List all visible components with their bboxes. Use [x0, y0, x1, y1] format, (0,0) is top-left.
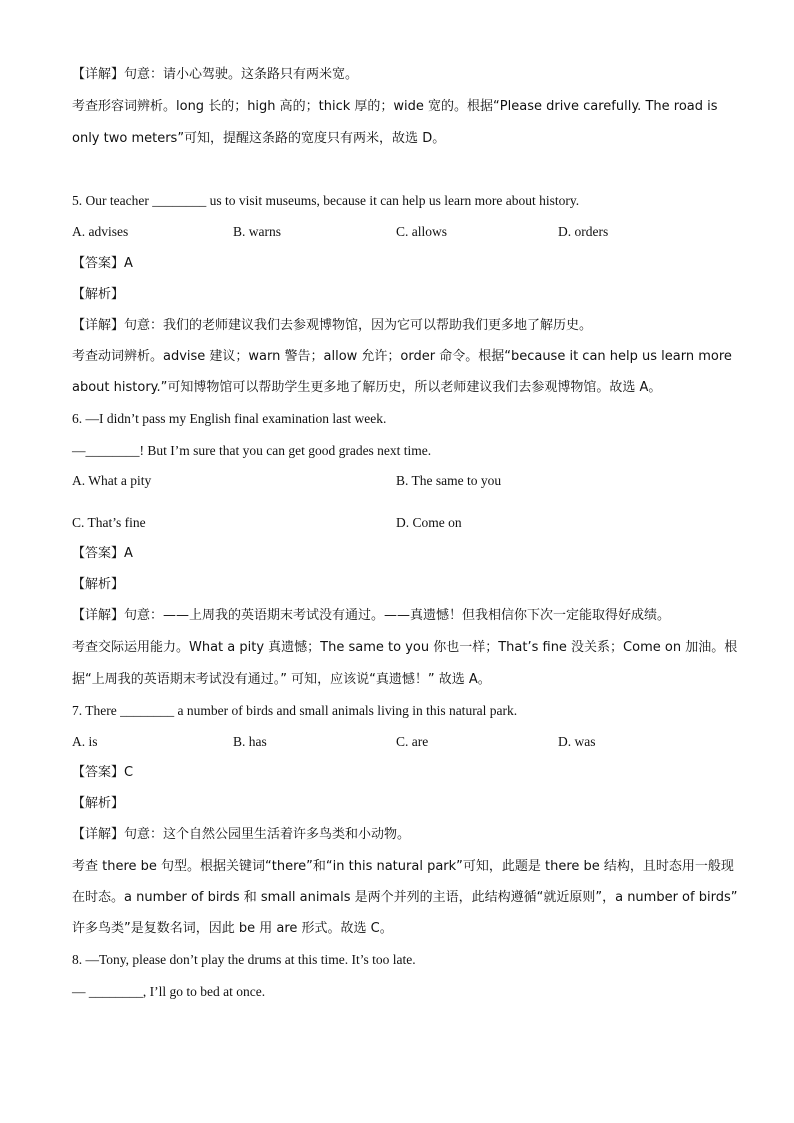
q4-detail: 【详解】句意：请小心驾驶。这条路只有两米宽。 — [72, 67, 359, 82]
q6-detail: 【详解】句意：——上周我的英语期末考试没有通过。——真遗憾！但我相信你下次一定能取得好成绩。 — [72, 608, 671, 623]
q6-option-c: C. That’s fine — [72, 515, 146, 530]
q7-detail: 【详解】句意：这个自然公园里生活着许多鸟类和小动物。 — [72, 827, 411, 842]
q5-option-c: C. allows — [396, 224, 448, 239]
q4-analysis-line-2: only two meters”可知，提醒这条路的宽度只有两米，故选 D。 — [72, 131, 446, 146]
q7-answer: 【答案】C — [72, 765, 134, 780]
q8-stem-line-2: — ________, I’ll go to bed at once. — [72, 984, 266, 999]
q5-answer: 【答案】A — [72, 256, 133, 271]
q6-analysis-line-2: 据“上周我的英语期末考试没有通过。” 可知，应该说“真遗憾！” 故选 A。 — [72, 672, 491, 687]
q5-option-a: A. advises — [72, 224, 129, 239]
q4-analysis-line-1: 考查形容词辨析。long 长的；high 高的；thick 厚的；wide 宽的。根据“Please drive carefully. The road is — [72, 99, 718, 114]
q7-option-a: A. is — [72, 734, 98, 749]
q7-analysis-line-3: 许多鸟类”是复数名词，因此 be 用 are 形式。故选 C。 — [72, 921, 393, 936]
q5-stem: 5. Our teacher ________ us to visit museums, because it can help us learn more about history. — [72, 193, 580, 208]
q6-analysis-line-1: 考查交际运用能力。What a pity 真遗憾；The same to you 你也一样；That’s fine 没关系；Come on 加油。根 — [72, 640, 738, 655]
q6-stem-line-1: 6. —I didn’t pass my English final examination last week. — [72, 411, 387, 426]
q5-option-d: D. orders — [558, 224, 609, 239]
q7-analysis-line-2: 在时态。a number of birds 和 small animals 是两个并列的主语，此结构遵循“就近原则”，a number of birds” — [72, 890, 738, 905]
q6-option-a: A. What a pity — [72, 473, 152, 488]
q7-option-c: C. are — [396, 734, 429, 749]
q8-stem-line-1: 8. —Tony, please don’t play the drums at this time. It’s too late. — [72, 952, 416, 967]
q5-detail: 【详解】句意：我们的老师建议我们去参观博物馆，因为它可以帮助我们更多地了解历史。 — [72, 318, 593, 333]
q6-answer: 【答案】A — [72, 546, 133, 561]
q7-analysis-label: 【解析】 — [72, 796, 125, 811]
q6-analysis-label: 【解析】 — [72, 577, 125, 592]
q6-stem-line-2: —________! But I’m sure that you can get good grades next time. — [72, 443, 432, 458]
q6-option-b: B. The same to you — [396, 473, 502, 488]
q7-option-b: B. has — [233, 734, 267, 749]
q7-analysis-line-1: 考查 there be 句型。根据关键词“there”和“in this natural park”可知，此题是 there be 结构，且时态用一般现 — [72, 859, 734, 874]
q5-analysis-line-2: about history.”可知博物馆可以帮助学生更多地了解历史，所以老师建议我们去参观博物馆。故选 A。 — [72, 380, 662, 395]
q6-option-d: D. Come on — [396, 515, 462, 530]
q5-analysis-label: 【解析】 — [72, 287, 125, 302]
q5-analysis-line-1: 考查动词辨析。advise 建议；warn 警告；allow 允许；order 命令。根据“because it can help us learn more — [72, 349, 732, 364]
q5-option-b: B. warns — [233, 224, 281, 239]
q7-option-d: D. was — [558, 734, 596, 749]
q7-stem: 7. There ________ a number of birds and small animals living in this natural park. — [72, 703, 518, 718]
